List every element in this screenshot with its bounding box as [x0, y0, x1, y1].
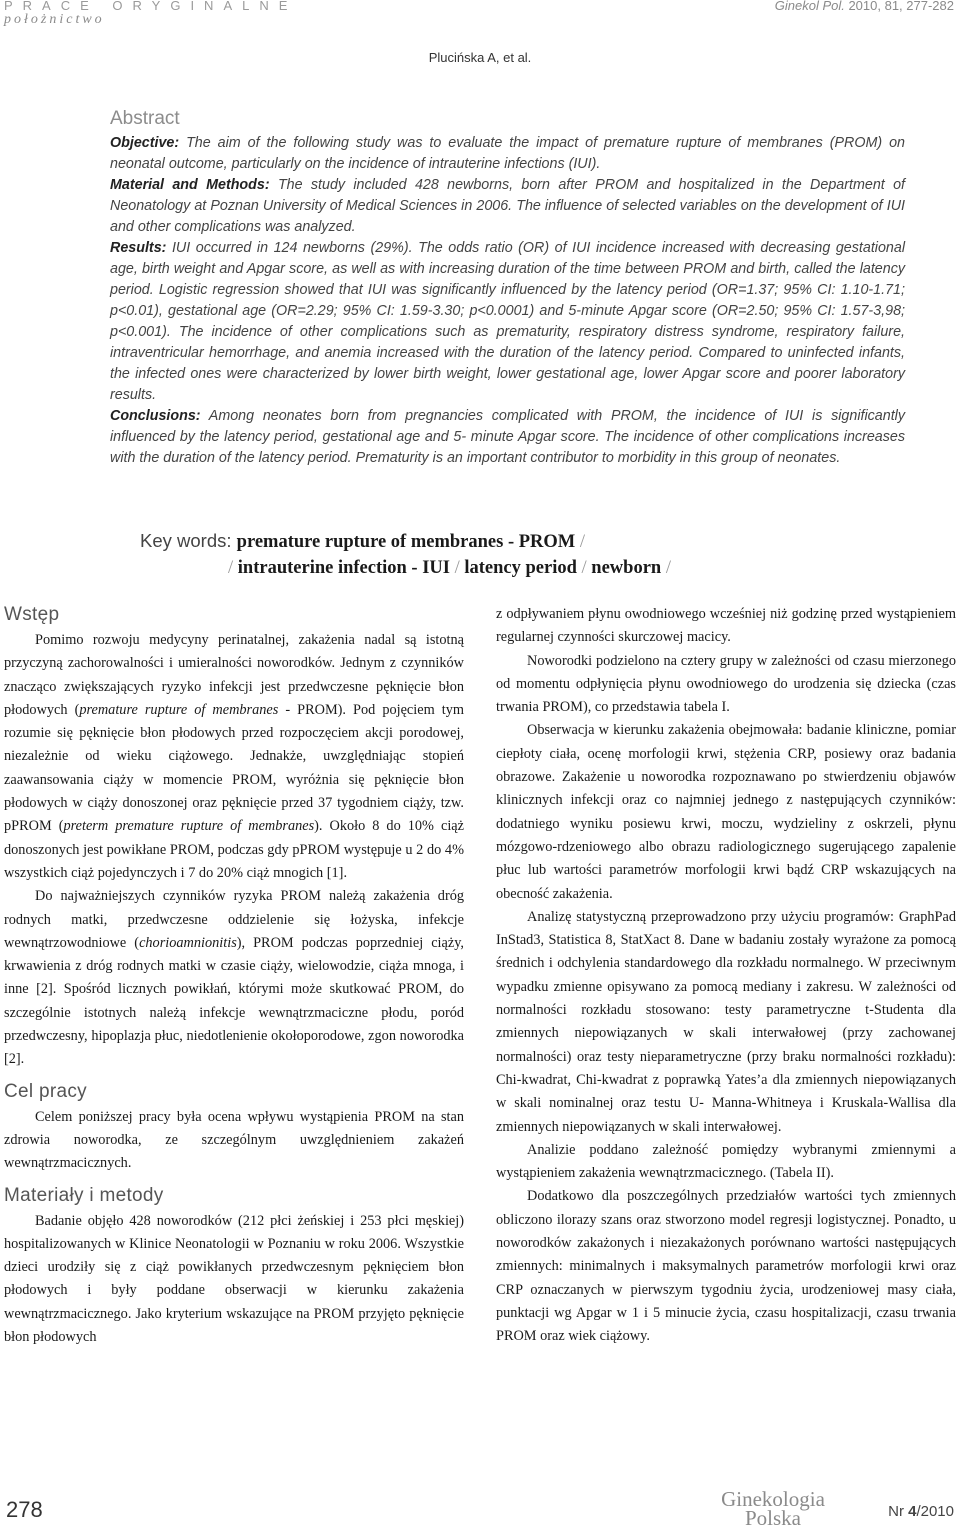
page-number: 278: [6, 1497, 43, 1522]
journal-name: Ginekol Pol.: [774, 0, 845, 13]
section-heading-aim: Cel pracy: [4, 1080, 87, 1102]
abstract-conclusions: [110, 406, 905, 469]
results-label: Results:: [110, 240, 167, 256]
text-run: Pomimo rozwoju medycyny perinatalnej, zakażenia nadal są istotną przyczyną zachorowalności i umieralności noworodków. Jednym z czynników znacząco zwiększających ryzyko infekcji jest przedwczesne pęknięcie błon płodowych (: [4, 632, 464, 718]
keyword-item: intrauterine infection - IUI: [237, 558, 450, 578]
body-column-right: [496, 603, 956, 1349]
abstract-objective: [110, 133, 905, 175]
aim-paragraph: Celem poniższej pracy była ocena wpływu wystąpienia PROM na stan zdrowia noworodka, ze szczególnym uwzględnieniem zakażeń wewnątrzmacicznych.: [4, 1108, 464, 1172]
keywords-block: [140, 528, 860, 581]
keyword-separator: /: [579, 532, 586, 552]
keyword-item: latency period: [464, 558, 577, 578]
logo-line-1: Ginekologia: [721, 1487, 825, 1511]
results-text: IUI occurred in 124 newborns (29%). The odds ratio (OR) of IUI incidence increased with decreasing gestational age, birth weight and Apgar score, as well as with increasing duration of the time between PROM and birth, called the latency period. Logistic regression showed that IUI was significantly influenced by the latency period (OR=1.37; 95% CI: 1.10-1.71; p<0.01), gestational age (OR=2.29; 95% CI: 1.59-3.30; p<0.0001) and 5-minute Apgar score (OR=2.50; 95% CI: 1.57-3,98; p<0.001). The incidence of other complications such as prematurity, respiratory distress syndrome, respiratory failure, intraventricular hemorrhage, and anemia increased with the duration of the latency period. Compared to uninfected infants, the infected ones were characterized by lower birth weight, lower gestational age, lower Apgar score and poorer laboratory results.: [110, 240, 905, 403]
conclusions-label: Conclusions:: [110, 408, 201, 424]
text-run: Do najważniejszych czynników ryzyka PROM należą zakażenia dróg rodnych matki, przedwczesne oddzielenie się łożyska, infekcje wewnątrzowodniowe (: [4, 888, 464, 951]
issue-prefix: Nr: [888, 1503, 909, 1520]
journal-volume: 2010, 81, 277-282: [844, 0, 954, 13]
methods-paragraph-observation: Obserwacja w kierunku zakażenia obejmowała: badanie kliniczne, pomiar ciepłoty ciała, ocenę morfologii krwi, stężenia CRP, posiewy oraz badania obrazowe. Zakażenie u noworodka rozpoznawano po stwierdzeniu objawów klinicznych infekcji oraz co najmniej jednego z następujących czynników: dodatniego wyniku posiewu krwi, moczu, wydzieliny z oskrzeli, płynu mózgowo-rdzeniowego albo obrazu radiologicznego sugerującego zapalenie płuc lub wartości parametrów morfologii krwi bądź CRP wskazujących na obecność zakażenia.: [496, 722, 956, 902]
keywords-line-1: [140, 528, 860, 555]
methods-label: Material and Methods:: [110, 177, 270, 193]
section-heading-methods: Materiały i metody: [4, 1184, 164, 1206]
methods-paragraph-1: Badanie objęło 428 noworodków (212 płci żeńskiej i 253 płci męskiej) hospitalizowanych w Klinice Neonatologii w Poznaniu w roku 2006. Wszystkie dzieci urodziły się z ciąż powikłanych przedwczesnym pęknięciem błon płodowych i były poddane obserwacji w kierunku zakażenia wewnątrzmacicznego. Jako kryterium wskazujące na PROM przyjęto pęknięcie błon płodowych: [4, 1212, 464, 1346]
issue-num: 4: [908, 1503, 917, 1520]
objective-label: Objective:: [110, 135, 180, 151]
keyword-separator: /: [665, 558, 671, 578]
methods-paragraph-analysis: Analizie poddano zależność pomiędzy wybranymi zmiennymi a wystąpieniem zakażenia wewnątrzmacicznego. (Tabela II).: [496, 1141, 956, 1182]
methods-paragraph-odds: Dodatkowo dla poszczególnych przedziałów wartości tych zmiennych obliczono ilorazy szans oraz stworzono model regresji logistycznej. Ponadto, u noworodków zakażonych i niezakażonych porównano wartości następujących zmiennych: minimalnych i maksymalnych parametrów morfologii krwi oraz CRP oznaczanych w pierwszym tygodniu życia, urodzeniowej masy ciała, punktacji wg Apgar w 1 i 5 minucie życia, czasu hospitalizacji, czasu trwania PROM oraz wiek ciążowy.: [496, 1188, 956, 1345]
methods-paragraph-continued: z odpływaniem płynu owodniowego wcześniej niż godzinę przed wystąpieniem regularnej czynności skurczowej macicy.: [496, 606, 956, 646]
text-run-italic: premature rupture of membranes: [79, 701, 279, 718]
keyword-item: newborn: [591, 558, 662, 578]
keyword-separator: /: [228, 558, 234, 578]
keyword-separator: /: [454, 558, 460, 578]
objective-text: The aim of the following study was to evaluate the impact of premature rupture of membranes (PROM) on neonatal outcome, particularly on the incidence of intrauterine infections (IUI).: [110, 135, 905, 172]
category-label: położnictwo: [4, 12, 105, 27]
running-head-authors: Plucińska A, et al.: [428, 50, 532, 65]
abstract-heading: Abstract: [110, 108, 180, 129]
abstract-block: [110, 108, 905, 469]
section-heading-intro: Wstęp: [4, 604, 60, 625]
abstract-results: [110, 238, 905, 406]
text-run-italic: chorioamnionitis: [139, 934, 237, 951]
logo-line-2: Polska: [744, 1506, 801, 1530]
keyword-item: premature rupture of membranes - PROM: [236, 532, 576, 552]
text-run: ). Około 8 do 10% ciąż donoszonych jest powikłane PROM, podczas gdy pPROM występuje u 2 do 4% wszystkich ciąż pojedynczych i 7 do 20% ciąż mnogich [1].: [4, 818, 464, 881]
keywords-line-2: [140, 555, 860, 581]
text-run-italic: preterm premature rupture of membranes: [63, 818, 315, 835]
keyword-separator: /: [581, 558, 587, 578]
conclusions-text: Among neonates born from pregnancies complicated with PROM, the incidence of IUI is significantly influenced by the latency period, gestational age and 5- minute Apgar score. The incidence of other complications increases with the duration of the latency period. Prematurity is an important contributor to morbidity in this group of neonates.: [110, 408, 905, 466]
journal-citation: [775, 0, 954, 13]
issue-number: [888, 1503, 954, 1520]
methods-paragraph-groups: Noworodki podzielono na cztery grupy w zależności od czasu mierzonego od momentu odpłynięcia płynu owodniowego do urodzenia się dziecka (czas trwania PROM), co przedstawia tabela I.: [496, 652, 956, 716]
body-column-left: [4, 603, 464, 1349]
intro-paragraph-2: [4, 885, 464, 1071]
issue-year: /2010: [916, 1503, 954, 1520]
series-label: PRACE ORYGINALNE: [4, 0, 298, 13]
methods-text: The study included 428 newborns, born after PROM and hospitalized in the Department of Neonatology at Poznan University of Medical Sciences in 2006. The influence of selected variables on the development of IUI and other complications was analyzed.: [110, 177, 905, 235]
journal-logo: [714, 1487, 832, 1530]
intro-paragraph-1: [4, 629, 464, 885]
text-run: - PROM). Pod pojęciem tym rozumie się pęknięcie błon płodowych przed rozpoczęciem akcji porodowej, niezależnie od wieku ciążowego. Jednakże, uwzględniając stopień zaawansowania ciąży w momencie PROM, wyróżnia się pęknięcie błon płodowych w ciąży donoszonej oraz pęknięcie przed 37 tygodniem ciąży, tzw. pPROM (: [4, 701, 464, 835]
text-run: ), PROM podczas poprzedniej ciąży, krwawienia z dróg rodnych matki w czasie ciąży, wielowodzie, ciąża mnoga, i inne [2]. Spośród licznych powikłań, którymi może skutkować PROM, do szczególnie istotnych należą infekcje wewnątrzmaciczne płodu, poród przedwczesny, hipoplazja płuc, niedotlenienie okołoporodowe, zgon noworodka [2].: [4, 934, 464, 1068]
keywords-label: Key words:: [140, 530, 237, 551]
methods-paragraph-statistics: Analizę statystyczną przeprowadzono przy użyciu programów: GraphPad InStad3, Statistica 8, StatXact 8. Dane w badaniu zostały wyrażone za pomocą średnich i odchylenia standardowego dla rozkładu normalnego. W przeciwnym wypadku zmienne opisywano za pomocą mediany i zakresu. W zależności od normalności rozkładu stosowano: testy parametryczne t-Studenta dla zmiennych niepowiązanych w skali interwałowej (przy zachowanej normalności) oraz testy nieparametryczne (przy braku normalności rozkładu): Chi-kwadrat, Chi-kwadrat z poprawką Yates’a dla zmiennych niepowiązanych w skali nominalnej oraz testu U- Manna-Whitneya i Kruskala-Wallisa dla zmiennych niepowiązanych w skali interwałowej.: [496, 908, 956, 1135]
abstract-methods: [110, 175, 905, 238]
